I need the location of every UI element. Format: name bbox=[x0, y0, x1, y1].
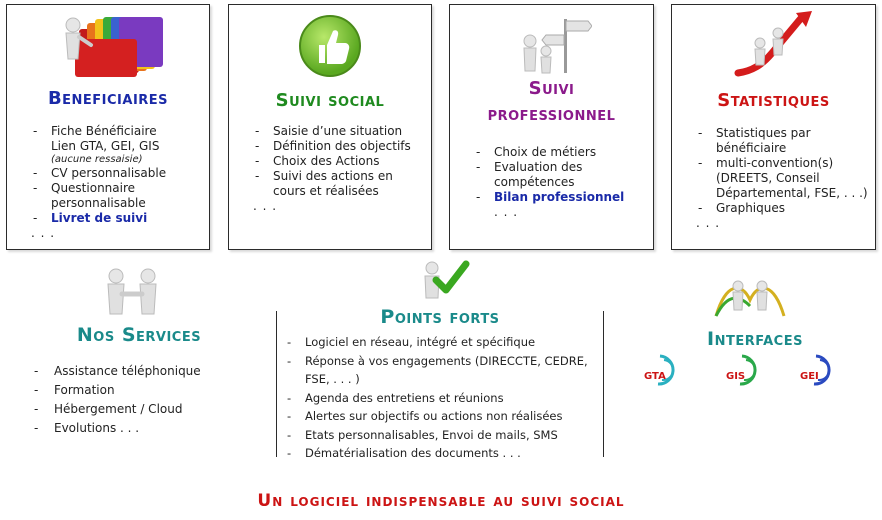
signpost-icon bbox=[516, 13, 592, 75]
folders-icon bbox=[57, 11, 167, 83]
fiche-line1: Fiche Bénéficiaire bbox=[51, 124, 157, 138]
list-item: - Suivi des actions en cours et réalisées bbox=[251, 169, 429, 199]
list-item: - Graphiques bbox=[694, 201, 870, 216]
points-forts-box bbox=[276, 306, 604, 460]
fiche-line2: Lien GTA, GEI, GIS bbox=[51, 139, 160, 153]
gei-label: GEI bbox=[800, 371, 819, 382]
list-item: - Choix des Actions bbox=[251, 154, 429, 169]
gis-label: GIS bbox=[726, 371, 746, 382]
list-item-more: . . . bbox=[253, 199, 278, 213]
card-beneficiaires bbox=[6, 4, 210, 250]
bilan-link[interactable]: Bilan professionnel bbox=[494, 190, 625, 204]
list-item: - Agenda des entretiens et réunions bbox=[283, 389, 601, 408]
handshake-icon bbox=[100, 266, 164, 322]
checkmark-icon bbox=[418, 256, 470, 302]
footer-tagline: Un logiciel indispensable au suivi social bbox=[257, 491, 625, 511]
interfaces-title: Interfaces bbox=[707, 328, 803, 350]
list-item: - Formation bbox=[28, 381, 258, 400]
gis-logo[interactable] bbox=[722, 352, 772, 388]
list-item: - Définition des objectifs bbox=[251, 139, 429, 154]
card-statistiques bbox=[671, 4, 876, 250]
suivi-pro-list bbox=[472, 145, 652, 220]
points-forts-list bbox=[283, 333, 601, 463]
connection-icon bbox=[712, 272, 788, 320]
card-suivi-professionnel bbox=[449, 4, 654, 250]
list-item: - Statistiques par bénéficiaire bbox=[694, 126, 870, 156]
gis-swoosh-icon bbox=[722, 352, 772, 388]
services-title: Nos Services bbox=[76, 324, 202, 346]
statistiques-title: Statistiques bbox=[717, 90, 830, 111]
list-item: - Evolutions . . . bbox=[28, 419, 258, 438]
gta-swoosh-icon bbox=[640, 352, 690, 388]
gta-logo[interactable] bbox=[640, 352, 690, 388]
list-item-more: . . . bbox=[494, 205, 519, 219]
list-item: - CV personnalisable bbox=[29, 166, 207, 181]
suivi-pro-title-line1: Suivi bbox=[528, 78, 575, 99]
list-item: - Hébergement / Cloud bbox=[28, 400, 258, 419]
list-item bbox=[472, 190, 652, 205]
livret-link[interactable]: Livret de suivi bbox=[51, 211, 148, 225]
beneficiaires-title: Beneficiaires bbox=[47, 88, 169, 109]
list-item bbox=[29, 211, 207, 226]
list-item: - Evaluation des compétences bbox=[472, 160, 652, 190]
gei-logo[interactable] bbox=[796, 352, 846, 388]
list-item: - Assistance téléphonique bbox=[28, 362, 258, 381]
beneficiaires-list bbox=[29, 124, 207, 241]
list-item: - Logiciel en réseau, intégré et spécifique bbox=[283, 333, 601, 352]
list-item: - Etats personnalisables, Envoi de mails, SMS bbox=[283, 426, 601, 445]
suivi-social-title: Suivi social bbox=[275, 90, 385, 111]
list-item: - Questionnaire personnalisable bbox=[29, 181, 207, 211]
fiche-note: (aucune ressaisie) bbox=[51, 154, 143, 165]
list-item: - Réponse à vos engagements (DIRECCTE, CEDRE, FSE, . . . ) bbox=[283, 352, 601, 389]
services-list bbox=[28, 362, 258, 438]
suivi-social-list bbox=[251, 124, 429, 214]
list-item: - Saisie d’une situation bbox=[251, 124, 429, 139]
list-item: - multi-convention(s) (DREETS, Conseil Départemental, FSE, . . .) bbox=[694, 156, 870, 201]
thumbs-up-icon bbox=[295, 11, 365, 81]
list-item: - Dématérialisation des documents . . . bbox=[283, 444, 601, 463]
gta-label: GTA bbox=[644, 371, 666, 382]
list-item-more: . . . bbox=[696, 216, 721, 230]
points-forts-title: Points forts bbox=[380, 306, 500, 328]
list-item bbox=[29, 124, 207, 166]
growth-chart-icon bbox=[732, 9, 818, 79]
gei-swoosh-icon bbox=[796, 352, 846, 388]
list-item-more: . . . bbox=[31, 226, 56, 240]
list-item: - Alertes sur objectifs ou actions non réalisées bbox=[283, 407, 601, 426]
list-item: - Choix de métiers bbox=[472, 145, 652, 160]
suivi-pro-title-line2: professionnel bbox=[487, 104, 616, 125]
card-suivi-social bbox=[228, 4, 432, 250]
statistiques-list bbox=[694, 126, 870, 231]
